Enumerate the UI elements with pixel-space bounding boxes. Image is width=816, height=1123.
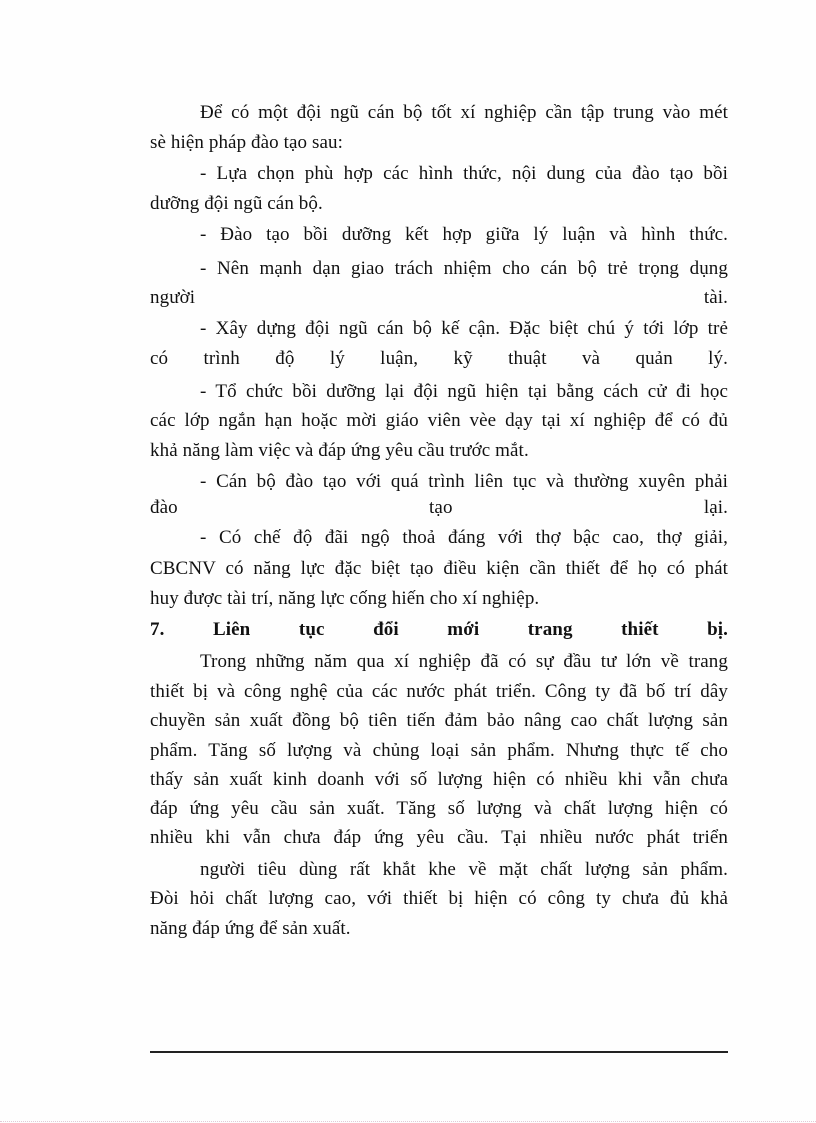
text-line: huy được tài trí, năng lực cống hiến cho xí nghiệp.: [150, 588, 540, 609]
text-line: - Lựa chọn phù hợp các hình thức, nội dung của đào tạo bồi: [200, 163, 728, 184]
text-line: - Nên mạnh dạn giao trách nhiệm cho cán bộ trẻ trọng dụng: [200, 258, 728, 279]
text-line: thấy sản xuất kinh doanh với số lượng hiện có nhiều khi vẫn chưa: [150, 769, 728, 790]
page-bottom-border: [0, 1121, 816, 1122]
section-heading: 7. Liên tục đổi mới trang thiết bị.: [150, 619, 728, 640]
text-line: - Có chế độ đãi ngộ thoả đáng với thợ bậc cao, thợ giải,: [200, 527, 728, 548]
text-line: đào tạo lại.: [150, 497, 728, 518]
text-line: phẩm. Tăng số lượng và chủng loại sản phẩm. Nhưng thực tế cho: [150, 740, 728, 761]
text-line: CBCNV có năng lực đặc biệt tạo điều kiện cần thiết để họ có phát: [150, 558, 728, 579]
text-line: khả năng làm việc và đáp ứng yêu cầu trước mắt.: [150, 440, 529, 461]
text-line: sè hiện pháp đào tạo sau:: [150, 132, 343, 153]
text-line: nhiều khi vẫn chưa đáp ứng yêu cầu. Tại nhiều nước phát triển: [150, 827, 728, 848]
text-line: Đòi hỏi chất lượng cao, với thiết bị hiện có công ty chưa đủ khả: [150, 888, 728, 909]
text-line: - Đào tạo bồi dưỡng kết hợp giữa lý luận và hình thức.: [200, 224, 728, 245]
text-line: Trong những năm qua xí nghiệp đã có sự đầu tư lớn về trang: [200, 651, 728, 672]
text-line: Để có một đội ngũ cán bộ tốt xí nghiệp cần tập trung vào mét: [200, 102, 728, 123]
text-line: - Xây dựng đội ngũ cán bộ kế cận. Đặc biệt chú ý tới lớp trẻ: [200, 318, 728, 339]
text-line: thiết bị và công nghệ của các nước phát triển. Công ty đã bố trí dây: [150, 681, 728, 702]
text-line: năng đáp ứng để sản xuất.: [150, 918, 351, 939]
text-line: đáp ứng yêu cầu sản xuất. Tăng số lượng và chất lượng hiện có: [150, 798, 728, 819]
text-line: người tiêu dùng rất khắt khe về mặt chất lượng sản phẩm.: [200, 859, 728, 880]
text-line: - Cán bộ đào tạo với quá trình liên tục và thường xuyên phải: [200, 471, 728, 492]
footer-rule: [150, 1051, 728, 1053]
text-line: người tài.: [150, 287, 728, 308]
text-line: các lớp ngắn hạn hoặc mời giáo viên vèe dạy tại xí nghiệp để có đủ: [150, 410, 728, 431]
text-line: chuyền sản xuất đồng bộ tiên tiến đảm bảo nâng cao chất lượng sản: [150, 710, 728, 731]
text-line: dưỡng đội ngũ cán bộ.: [150, 193, 323, 214]
text-line: có trình độ lý luận, kỹ thuật và quản lý.: [150, 348, 728, 369]
text-line: - Tổ chức bồi dưỡng lại đội ngũ hiện tại bằng cách cử đi học: [200, 381, 728, 402]
